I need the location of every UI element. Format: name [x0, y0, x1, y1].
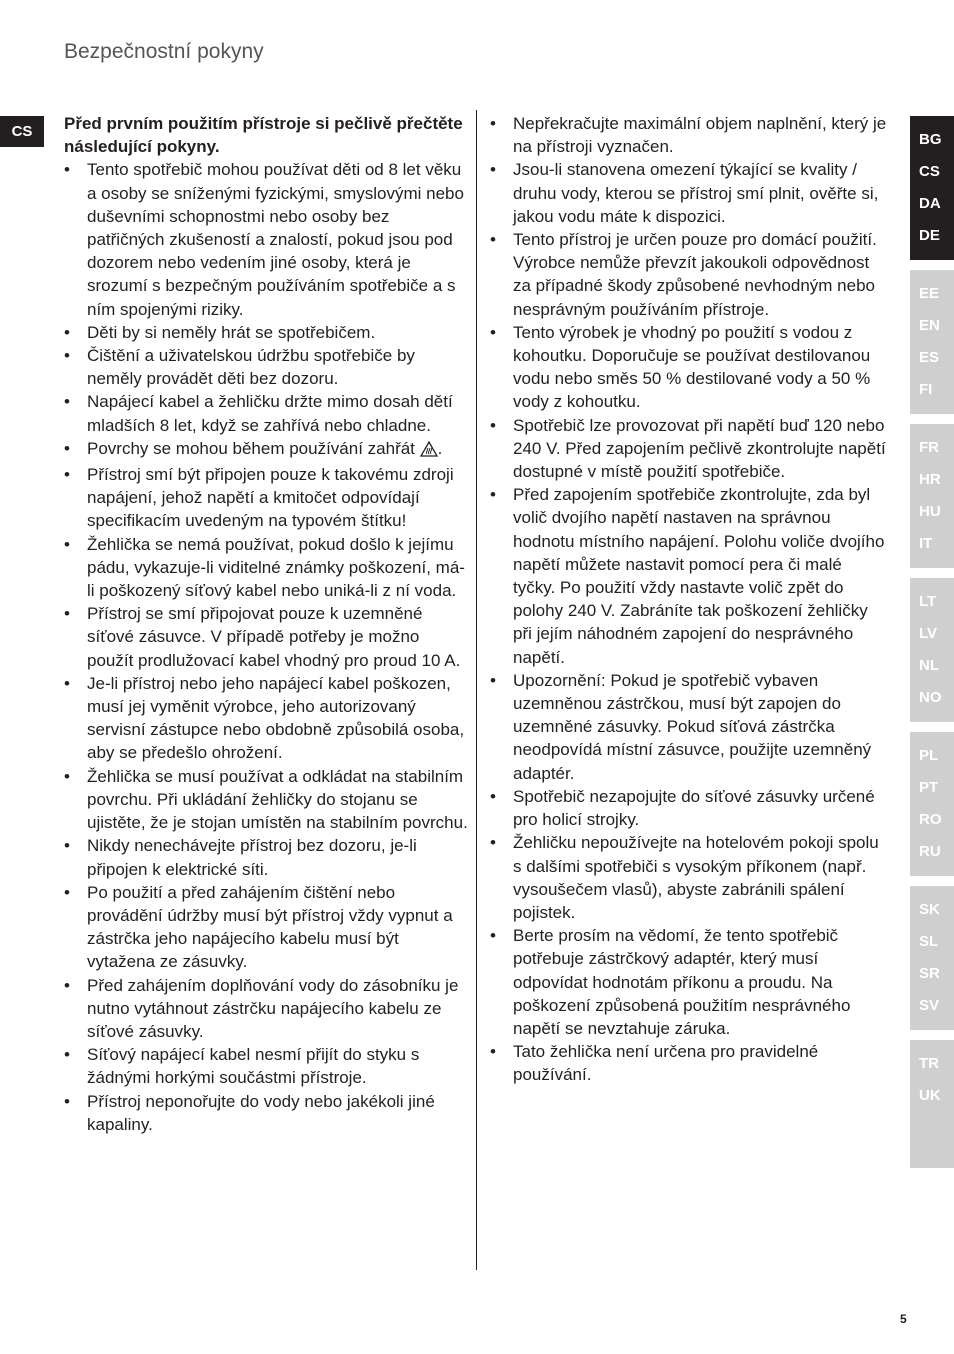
language-group [910, 1040, 954, 1120]
bullet-marker: • [490, 415, 496, 435]
list-item [490, 414, 888, 484]
language-group [910, 116, 954, 260]
list-item [64, 881, 468, 974]
list-item-text: Nepřekračujte maximální objem naplnění, který je na přístroji vyznačen. [513, 114, 887, 157]
right-bullet-list [490, 112, 888, 1087]
bullet-marker: • [64, 160, 70, 180]
left-column [64, 112, 468, 1136]
list-item-text: Jsou-li stanovena omezení týkající se kvality / druhu vody, kterou se přístroj smí plnit, ověřte si, jakou vodu máte k dispozici. [513, 160, 879, 226]
language-side-tab: CS [0, 116, 44, 147]
list-item [490, 924, 888, 1040]
list-item-text: Před zahájením doplňování vody do zásobníku je nutno vytáhnout zástrčku napájecího kabelu ze síťové zásuvky. [87, 975, 459, 1041]
list-item [490, 785, 888, 831]
bullet-marker: • [64, 392, 70, 412]
bullet-marker: • [490, 160, 496, 180]
language-tab-fi[interactable]: FI [919, 381, 933, 398]
list-item [64, 1043, 468, 1089]
bullet-marker: • [64, 673, 70, 693]
list-item [490, 831, 888, 924]
language-group [910, 424, 954, 568]
bullet-marker: • [64, 1045, 70, 1065]
list-item-text: Tento přístroj je určen pouze pro domácí použití. Výrobce nemůže převzít jakoukoli odpovědnost za případné škody způsobené nevhodným nebo nesprávným používáním přístroje. [513, 230, 877, 319]
list-item [490, 669, 888, 785]
list-item [64, 344, 468, 390]
list-item-text: Po použití a před zahájením čištění nebo provádění údržby musí být přístroj vždy vypnut a zástrčka jeho napájecího kabelu musí být vytažena ze zásuvky. [87, 882, 453, 972]
bullet-marker: • [64, 438, 70, 458]
list-item [64, 158, 468, 320]
list-item-text: Je-li přístroj nebo jeho napájecí kabel poškozen, musí jej vyměnit výrobce, jeho autorizovaný servisní zástupce nebo obdobně způsobilá osoba, aby se předešlo ohrožení. [87, 673, 465, 763]
list-item [64, 390, 468, 436]
bullet-marker: • [64, 465, 70, 485]
language-tab-bg[interactable]: BG [919, 131, 942, 148]
language-tab-sv[interactable]: SV [919, 997, 940, 1014]
language-tab-it[interactable]: IT [919, 535, 933, 552]
language-tab-no[interactable]: NO [919, 689, 942, 706]
list-item [64, 672, 468, 765]
bullet-marker: • [64, 346, 70, 366]
page-title: Bezpečnostní pokyny [64, 40, 264, 63]
list-item-text: Žehlička se nemá používat, pokud došlo k jejímu pádu, vykazuje-li viditelné známky poškození, má-li poškozený síťový kabel nebo uniká-li z ní voda. [87, 534, 465, 601]
language-tab-de[interactable]: DE [919, 227, 940, 244]
language-tab-filler [910, 1120, 954, 1168]
language-group [910, 270, 954, 414]
right-column [490, 112, 888, 1087]
language-group [910, 886, 954, 1030]
hot-surface-warning-icon [420, 440, 438, 463]
language-tab-tr[interactable]: TR [919, 1055, 939, 1072]
list-item [490, 483, 888, 669]
bullet-marker: • [490, 833, 496, 853]
list-item [64, 602, 468, 672]
language-tab-pt[interactable]: PT [919, 779, 939, 796]
language-tab-hr[interactable]: HR [919, 471, 941, 488]
list-item [490, 112, 888, 158]
language-tab-ro[interactable]: RO [919, 811, 942, 828]
language-tab-sl[interactable]: SL [919, 933, 939, 950]
list-item [64, 974, 468, 1044]
language-tab-fr[interactable]: FR [919, 439, 939, 456]
list-item [64, 321, 468, 344]
list-item-text: Spotřebič lze provozovat při napětí buď 120 nebo 240 V. Před zapojením pečlivě zkontrolujte napětí dostupné v místě použití spotřebiče. [513, 415, 886, 482]
bullet-marker: • [64, 766, 70, 786]
list-item-text: Přístroj smí být připojen pouze k takovému zdroji napájení, jehož napětí a kmitočet odpovídají specifikacím uvedeným na typovém štítku! [87, 465, 454, 531]
list-item-text: Síťový napájecí kabel nesmí přijít do styku s žádnými horkými součástmi přístroje. [87, 1045, 420, 1088]
bullet-marker: • [490, 926, 496, 946]
language-tab-sr[interactable]: SR [919, 965, 940, 982]
bullet-marker: • [64, 836, 70, 856]
language-tab-uk[interactable]: UK [919, 1087, 941, 1104]
page-number: 5 [900, 1312, 907, 1326]
list-item-text: Žehličku nepoužívejte na hotelovém pokoji spolu s dalšími spotřebiči s vysokým příkonem (např. vysoušečem vlasů), abyste zabránili spálení pojistek. [513, 833, 879, 922]
list-item [64, 463, 468, 533]
list-item [64, 1090, 468, 1136]
bullet-marker: • [64, 882, 70, 902]
language-group [910, 578, 954, 722]
list-item [490, 158, 888, 228]
list-item-text: Napájecí kabel a žehličku držte mimo dosah dětí mladších 8 let, když se zahřívá nebo chladne. [87, 392, 453, 435]
language-tab-ee[interactable]: EE [919, 285, 940, 302]
bullet-marker: • [64, 975, 70, 995]
language-group [910, 732, 954, 876]
list-item-text: Tento spotřebič mohou používat děti od 8 let věku a osoby se sníženými fyzickými, smyslovými nebo duševními schopnostmi nebo osoby bez patřičných zkušeností a znalostí, pokud jsou pod dozorem nebo vedením jiné osoby, která je srozumí s bezpečným používáním spotřebiče a s ním spojenými riziky. [87, 160, 464, 319]
list-item-text: Tento výrobek je vhodný po použití s vodou z kohoutku. Doporučuje se používat destilovanou vodu nebo směs 50 % destilované vody a 50 % vody z kohoutku. [513, 322, 871, 412]
list-item-text: Děti by si neměly hrát se spotřebičem. [87, 322, 376, 342]
intro-text: Před prvním použitím přístroje si pečlivě přečtěte následující pokyny. [64, 114, 463, 157]
language-tab-ru[interactable]: RU [919, 843, 941, 860]
bullet-marker: • [490, 114, 496, 133]
list-item [64, 834, 468, 880]
language-tab-cs[interactable]: CS [919, 163, 940, 180]
list-item [490, 1040, 888, 1086]
language-tab-es[interactable]: ES [919, 349, 940, 366]
language-navigation [910, 116, 954, 1168]
list-item [490, 228, 888, 321]
language-tab-hu[interactable]: HU [919, 503, 941, 520]
list-item-text: Čištění a uživatelskou údržbu spotřebiče by neměly provádět děti bez dozoru. [87, 346, 415, 389]
bullet-marker: • [490, 485, 496, 505]
list-item [64, 437, 468, 463]
bullet-marker: • [64, 604, 70, 624]
bullet-marker: • [490, 230, 496, 250]
list-item-text: Berte prosím na vědomí, že tento spotřebič potřebuje zástrčkový adaptér, který musí odpovídat hodnotám příkonu a proudu. Na poškození způsobená použitím nesprávného napětí se nevztahuje záruka. [513, 926, 851, 1038]
list-item-text: Spotřebič nezapojujte do síťové zásuvky určené pro holicí strojky. [513, 786, 875, 830]
language-tab-nl[interactable]: NL [919, 657, 939, 674]
list-item-text: Přístroj neponořujte do vody nebo jakékoli jiné kapaliny. [87, 1091, 435, 1134]
list-item-text: Před zapojením spotřebiče zkontrolujte, zda byl volič dvojího napětí nastaven na správnou hodnotu místního napájení. Polohu voliče dvojího napětí můžete nastavit pomocí pera či malé tyčky. Po použití vždy nastavte volič zpět do polohy 240 V. Zabráníte tak poškození žehličky při jejím náhodném zapojení do nesprávného napětí. [513, 485, 885, 667]
sentence-period: . [437, 438, 443, 458]
list-item-text: Žehlička se musí používat a odkládat na stabilním povrchu. Při ukládání žehličky do stojanu se ujistěte, že je stojan umístěn na stabilním povrchu. [87, 766, 468, 833]
bullet-marker: • [490, 1042, 496, 1062]
column-divider [476, 110, 477, 1270]
language-tab-da[interactable]: DA [919, 195, 941, 212]
language-tab-sk[interactable]: SK [919, 901, 940, 918]
list-item-text: Nikdy nenechávejte přístroj bez dozoru, je-li připojen k elektrické síti. [87, 836, 417, 879]
language-tab-pl[interactable]: PL [919, 747, 939, 764]
language-tab-lt[interactable]: LT [919, 593, 937, 610]
list-item-text: Upozornění: Pokud je spotřebič vybaven uzemněnou zástrčkou, musí být zapojen do uzemněné zásuvky. Pokud síťová zástrčka neodpovídá místní zásuvce, použijte uzemněný adaptér. [513, 670, 872, 783]
list-item-text: Tato žehlička není určena pro pravidelné používání. [513, 1042, 819, 1085]
left-bullet-list [64, 158, 468, 1136]
list-item [64, 765, 468, 835]
list-item-text: Přístroj se smí připojovat pouze k uzemněné síťové zásuvce. V případě potřeby je možno použít prodlužovací kabel vhodný pro proud 10 A. [87, 604, 461, 670]
bullet-marker: • [64, 534, 70, 554]
bullet-marker: • [64, 322, 70, 342]
bullet-marker: • [490, 670, 496, 690]
bullet-marker: • [490, 322, 496, 342]
language-tab-lv[interactable]: LV [919, 625, 938, 642]
list-item [64, 533, 468, 603]
list-item [490, 321, 888, 414]
bullet-marker: • [490, 786, 496, 806]
list-item-text: Povrchy se mohou během používání zahřát [87, 438, 415, 458]
bullet-marker: • [64, 1091, 70, 1111]
language-tab-en[interactable]: EN [919, 317, 940, 334]
